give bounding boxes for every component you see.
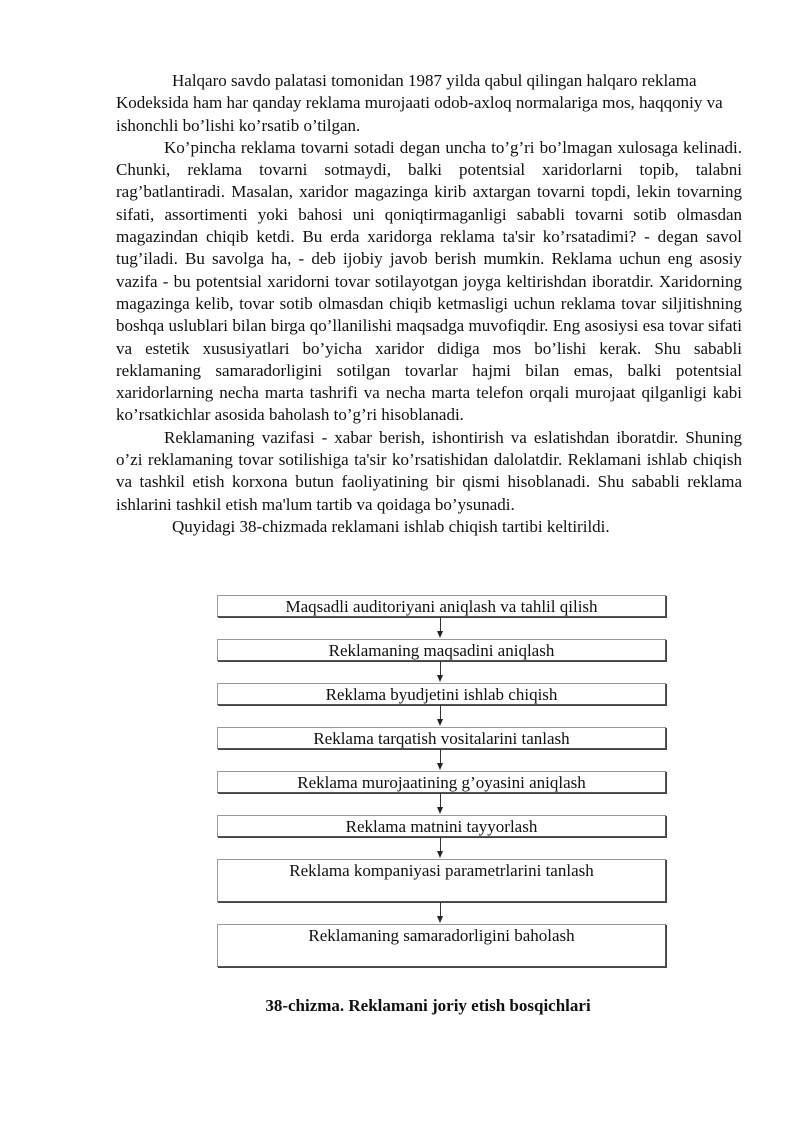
flow-step-1: Maqsadli auditoriyani aniqlash va tahlil qilish <box>217 595 666 617</box>
flow-step-5: Reklama murojaatining g’oyasini aniqlash <box>217 771 666 793</box>
figure-caption: 38-chizma. Reklamani joriy etish bosqichlari <box>265 996 591 1015</box>
flow-step-7: Reklama kompaniyasi parametrlarini tanlash <box>217 859 666 902</box>
paragraph-figure-intro: Quyidagi 38-chizmada reklamani ishlab chiqish tartibi keltirildi. <box>172 516 610 536</box>
document-body <box>116 70 742 538</box>
flow-step-3: Reklama byudjetini ishlab chiqish <box>217 683 666 705</box>
arrow-down-icon <box>217 617 666 639</box>
arrow-down-icon <box>217 705 666 727</box>
paragraph-intro: Halqaro savdo palatasi tomonidan 1987 yilda qabul qilingan halqaro reklama Kodeksida ham har qanday reklama murojaati odob-axloq normalariga mos, haqqoniy va ishonchli bo’lishi ko’rsatib o’tilgan. <box>116 71 723 135</box>
flow-step-8: Reklamaning samaradorligini baholash <box>217 924 666 967</box>
flowchart <box>217 595 666 967</box>
paragraph-functions: Reklamaning vazifasi - xabar berish, ishontirish va eslatishdan iboratdir. Shuning o’zi reklamaning tovar sotilishiga ta'sir ko’rsatishidan dalolatdir. Reklamani ishlab chiqish va tashkil etish korxona butun faoliyatining bir qismi hisoblanadi. Shu sababli reklama ishlarini tashkil etish ma'lum tartib va qoidaga bo’ysunadi. <box>116 427 742 514</box>
flow-step-2: Reklamaning maqsadini aniqlash <box>217 639 666 661</box>
flow-step-6: Reklama matnini tayyorlash <box>217 815 666 837</box>
arrow-down-icon <box>217 793 666 815</box>
flow-step-4: Reklama tarqatish vositalarini tanlash <box>217 727 666 749</box>
arrow-down-icon <box>217 837 666 859</box>
arrow-down-icon <box>217 749 666 771</box>
arrow-down-icon <box>217 661 666 683</box>
arrow-down-icon <box>217 902 666 924</box>
paragraph-sales: Ko’pincha reklama tovarni sotadi degan uncha to’g’ri bo’lmagan xulosaga kelinadi. Chunki, reklama tovarni sotmaydi, balki potentsial xaridorlarni topib, talabni rag’batlantiradi. Masalan, xaridor magazinga kirib axtargan tovarni topdi, lekin tovarning sifati, assortimenti yoki bahosi uni qoniqtirmaganligi sababli tovarni sotib olmasdan magazindan chiqib ketdi. Bu erda xaridorga reklama ta'sir ko’rsatadimi? - degan savol tug’iladi. Bu savolga ha, - deb ijobiy javob berish mumkin. Reklama uchun eng asosiy vazifa - bu potentsial xaridorni tovar sotilayotgan joyga keltirishdan iboratdir. Xaridorning magazinga kelib, tovar sotib olmasdan chiqib ketmasligi uchun reklama tovar siljitishning boshqa uslublari bilan birga qo’llanilishi maqsadga muvofiqdir. Eng asosiysi esa tovar sifati va estetik xususiyatlari bo’yicha xaridor didiga mos bo’lishi kerak. Shu sababli reklamaning samaradorligini sotilgan tovarlar hajmi bilan emas, balki potentsial xaridorlarning necha marta tashrifi va necha marta telefon orqali murojaat qilganligi kabi ko’rsatkichlar asosida baholash to’g’ri hisoblanadi. <box>116 137 742 425</box>
